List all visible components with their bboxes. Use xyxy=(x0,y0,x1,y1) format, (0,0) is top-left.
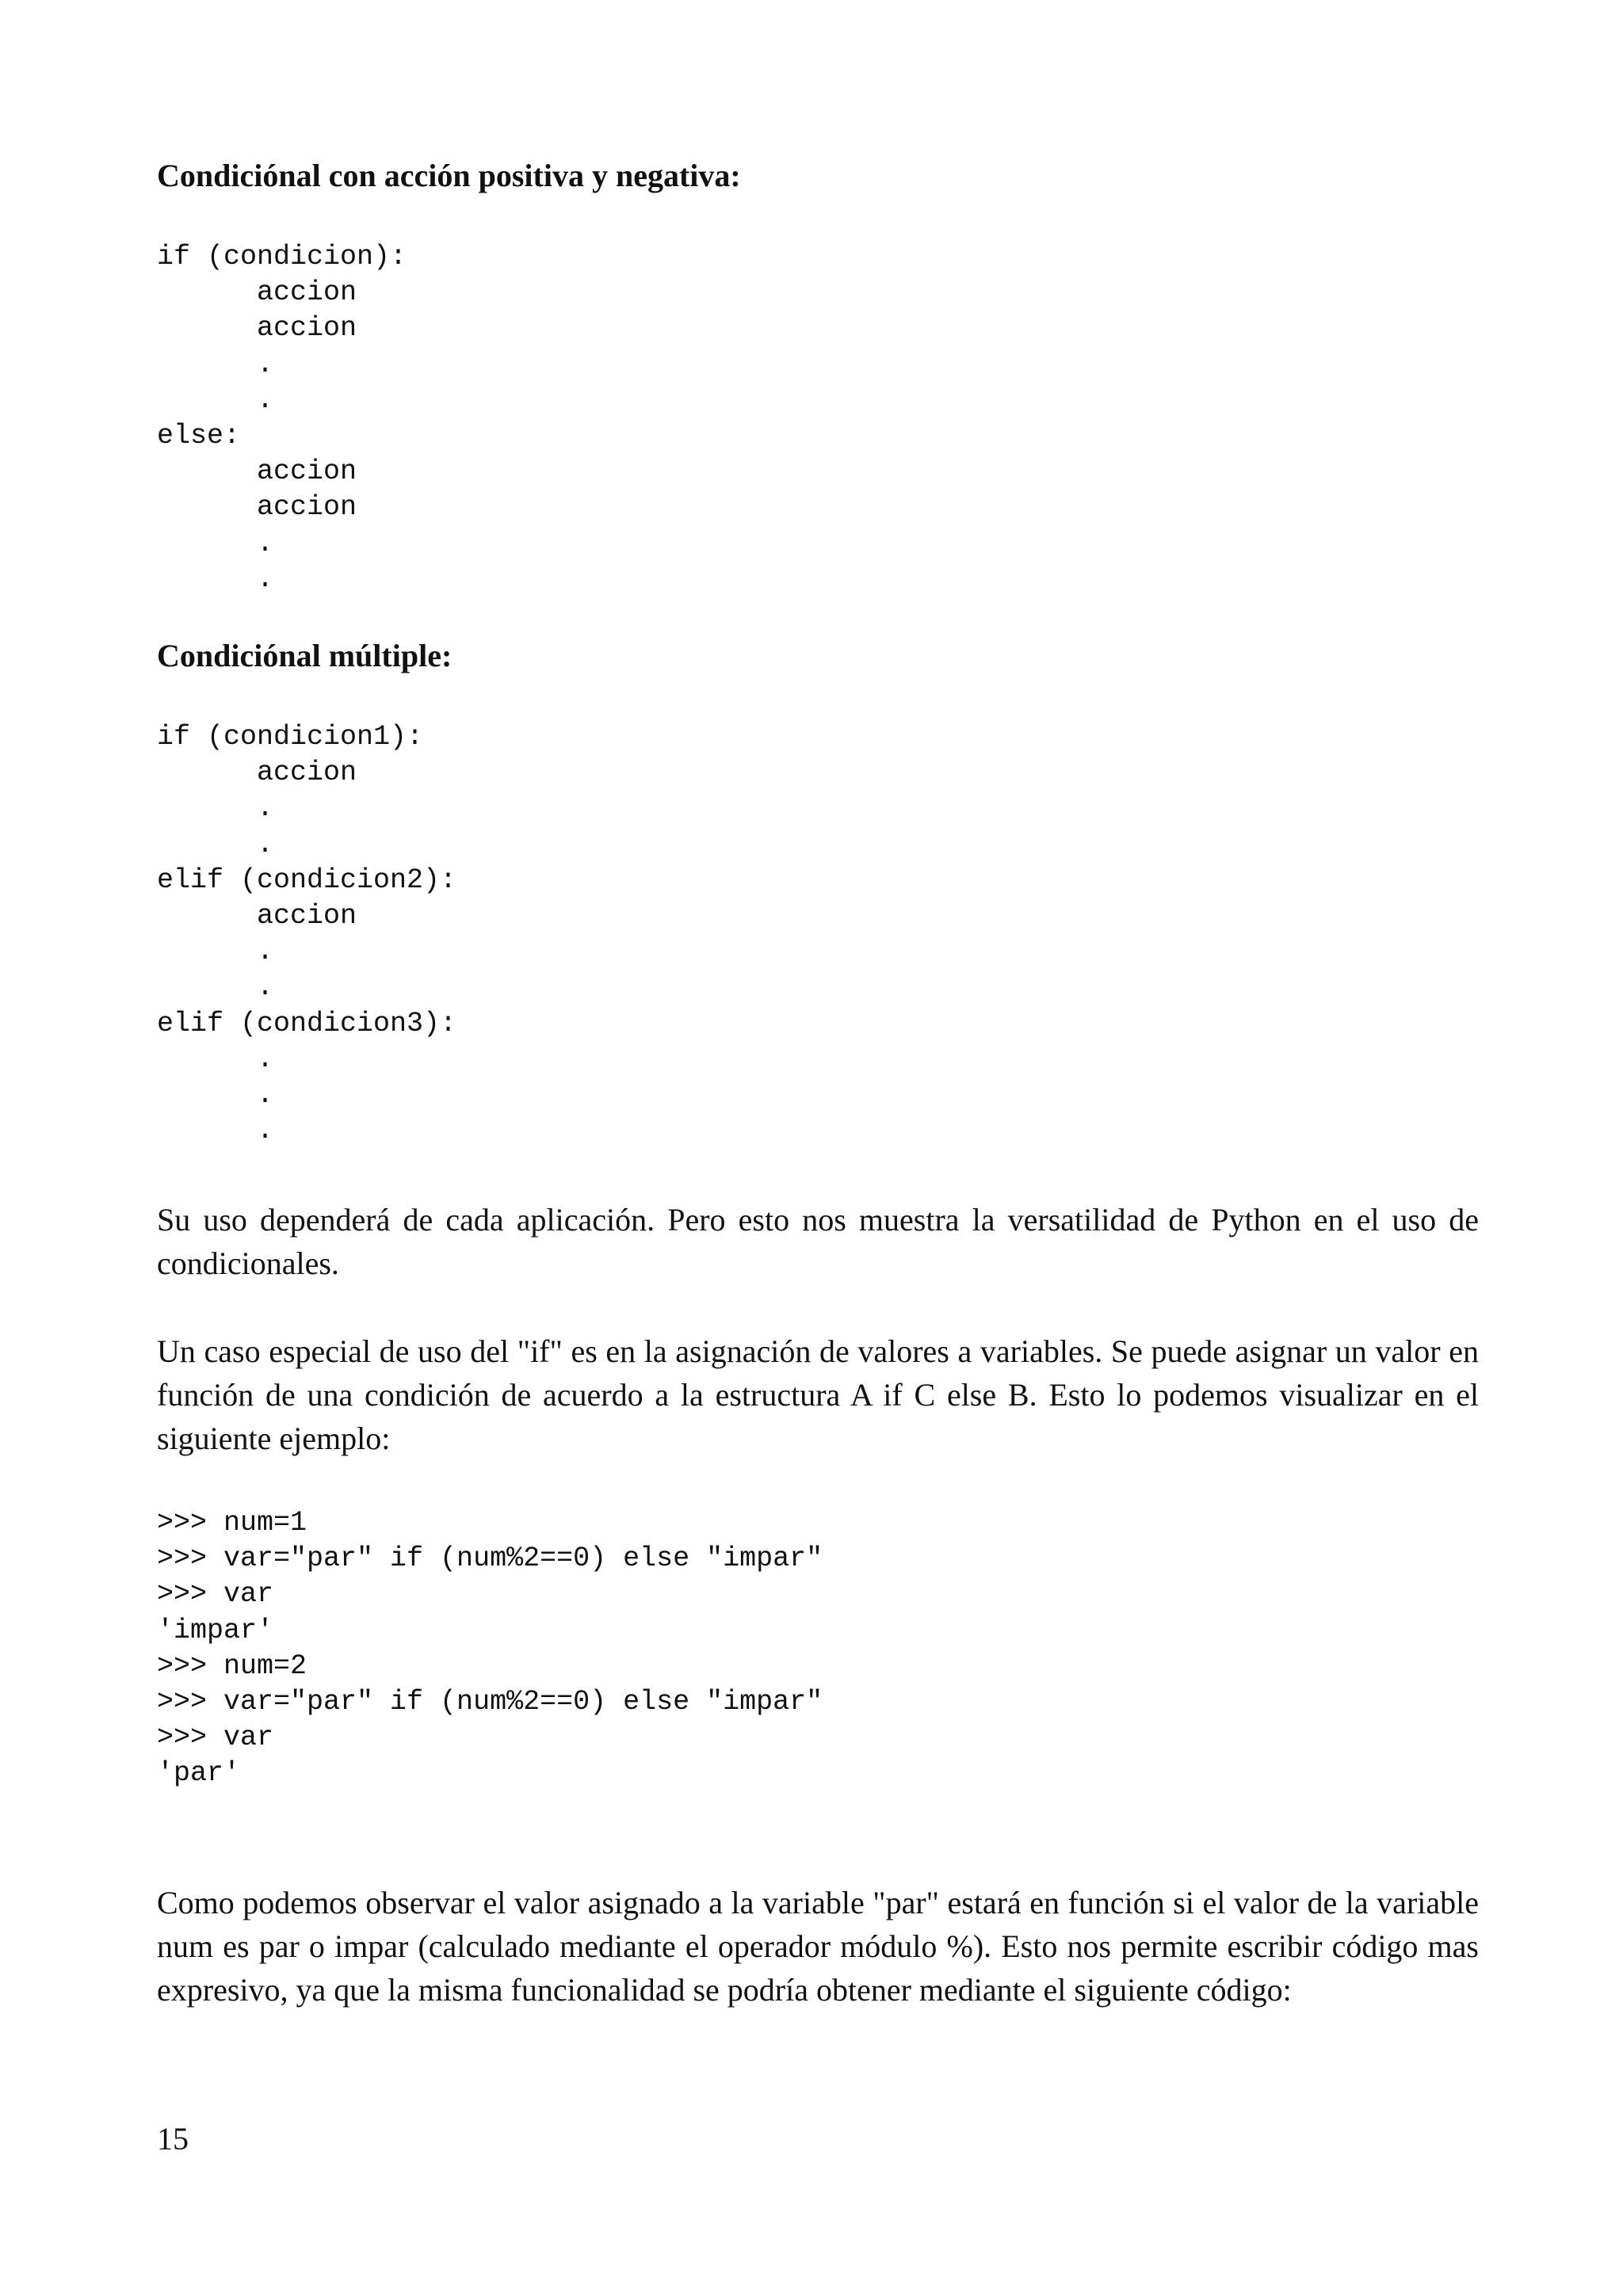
code-line: . xyxy=(157,1043,274,1075)
code-line: . xyxy=(157,828,274,860)
code-line: . xyxy=(157,383,274,416)
code-line: 'impar' xyxy=(157,1614,274,1646)
code-line: accion xyxy=(157,899,357,932)
code-line: else: xyxy=(157,419,241,452)
code-line: . xyxy=(157,936,274,968)
heading-conditional-positive-negative: Condiciónal con acción positiva y negativa: xyxy=(157,158,741,193)
code-line: 'par' xyxy=(157,1757,241,1790)
paragraph-usage: Su uso dependerá de cada aplicación. Pero esto nos muestra la versatilidad de Python en el uso de condicionales. xyxy=(157,1202,1479,1282)
code-line: accion xyxy=(157,456,357,488)
code-block-if-else xyxy=(157,239,407,597)
code-line: >>> num=1 xyxy=(157,1507,307,1539)
code-line: accion xyxy=(157,757,357,789)
code-line: >>> var xyxy=(157,1722,274,1754)
code-line: . xyxy=(157,563,274,595)
code-line: elif (condicion3): xyxy=(157,1007,457,1039)
code-line: >>> num=2 xyxy=(157,1650,307,1682)
code-line: if (condicion): xyxy=(157,241,407,273)
code-line: >>> var="par" if (num%2==0) else "impar" xyxy=(157,1685,823,1718)
code-line: if (condicion1): xyxy=(157,721,424,753)
code-line: elif (condicion2): xyxy=(157,864,457,896)
code-block-interactive-example xyxy=(157,1505,823,1792)
paragraph-observation: Como podemos observar el valor asignado a la variable "par" estará en función si el valor de la variable num es par o impar (calculado mediante el operador módulo %). Esto nos permite escribir código mas expresivo, ya que la misma funcionalidad se podría obtener mediante el siguiente código: xyxy=(157,1885,1479,2008)
code-line: >>> var xyxy=(157,1578,274,1611)
code-line: . xyxy=(157,1078,274,1111)
code-line: . xyxy=(157,348,274,380)
code-line: >>> var="par" if (num%2==0) else "impar" xyxy=(157,1543,823,1575)
paragraph-special-case: Un caso especial de uso del "if" es en la asignación de valores a variables. Se puede asignar un valor en función de una condición de acuerdo a la estructura A if C else B. Esto lo podemos visualizar en el siguiente ejemplo: xyxy=(157,1333,1479,1457)
heading-conditional-multiple: Condiciónal múltiple: xyxy=(157,638,453,673)
code-line: . xyxy=(157,1115,274,1147)
page-number: 15 xyxy=(157,2121,189,2157)
code-block-if-elif xyxy=(157,719,456,1149)
code-line: accion xyxy=(157,312,357,345)
code-line: accion xyxy=(157,491,357,524)
code-line: accion xyxy=(157,277,357,309)
code-line: . xyxy=(157,792,274,825)
code-line: . xyxy=(157,971,274,1004)
code-line: . xyxy=(157,527,274,559)
